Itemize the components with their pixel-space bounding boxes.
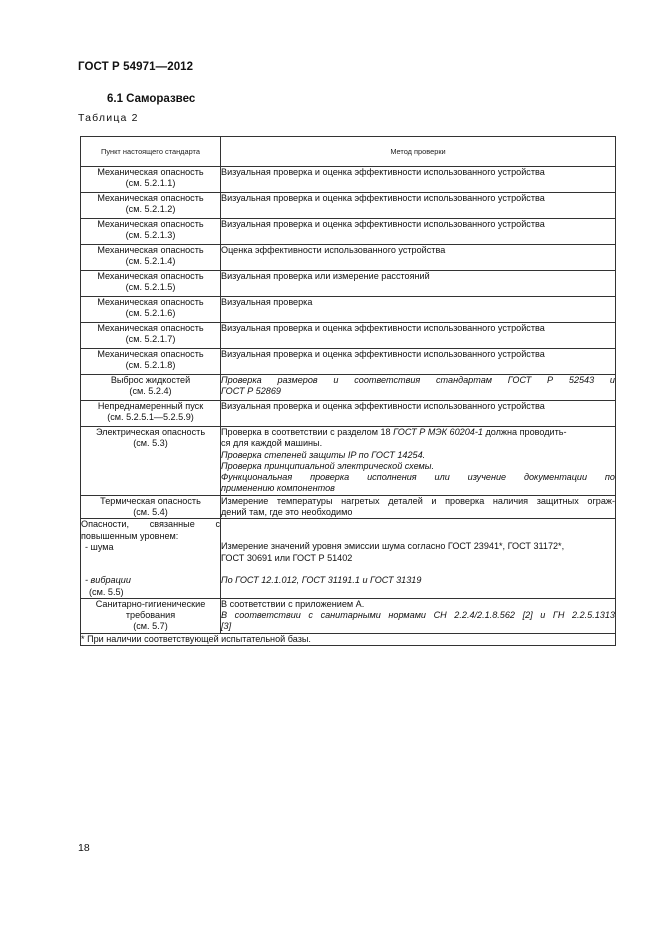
method-line: [3] [221,621,232,632]
clause-cell [81,271,221,297]
spacer [81,553,220,564]
table-row [81,349,616,375]
clause-title: Механическая опасность [97,271,204,281]
clause-title: Выброс жидкостей [110,375,191,385]
table-row-thermal [81,495,616,519]
method-line: дений там, где это необходимо [221,507,353,518]
clause-title: Механическая опасность [97,219,204,229]
method-line [221,427,615,438]
table-row-sanitary [81,598,616,633]
clause-title: требования [125,610,176,621]
method-line: применению компонентов [221,483,335,494]
clause-ref: (см. 5.2.1.3) [125,230,176,241]
clause-ref: (см. 5.2.5.1—5.2.5.9) [107,412,194,423]
method-line: В соответствии с санитарными нормами СН 2.2.4/2.1.8.562 [2] и ГН 2.2.5.1313 [221,610,615,621]
method-line: Проверка размеров и соответствия стандартам ГОСТ Р 52543 и [221,375,615,385]
clause-cell [81,323,221,349]
clause-ref: (см. 5.4) [133,507,168,518]
table-caption: Таблица 2 [78,112,139,124]
method-cell: Оценка эффективности использованного устройства [221,245,616,271]
table-row [81,167,616,193]
clause-ref: (см. 5.5) [89,586,124,597]
method-cell: Визуальная проверка и оценка эффективности использованного устройства [221,323,616,349]
clause-ref: (см. 5.2.1.2) [125,204,176,215]
clause-cell [81,495,221,519]
method-line: ГОСТ Р 52869 [221,386,281,397]
table-header-row [81,137,616,167]
clause-title: повышенным уровнем: [81,530,179,541]
table-row-liquid [81,375,616,401]
clause-ref: (см. 5.2.1.5) [125,282,176,293]
clause-title: Механическая опасность [97,323,204,333]
spacer [221,530,615,541]
clause-title: Механическая опасность [97,193,204,203]
clause-cell [81,519,221,598]
method-cell [221,375,616,401]
column-header-clause: Пункт настоящего стандарта [81,137,221,167]
method-line: ся для каждой машины. [221,438,323,449]
clause-cell [81,401,221,427]
clause-title: Санитарно-гигиенические [95,598,206,609]
column-header-method: Метод проверки [221,137,616,167]
clause-cell [81,349,221,375]
verification-table [80,136,616,646]
clause-cell [81,375,221,401]
table-row-unintended-start [81,401,616,427]
table-row-elevated-levels [81,519,616,598]
clause-title: Электрическая опасность [95,427,206,437]
method-cell: Визуальная проверка и оценка эффективности использованного устройства [221,193,616,219]
clause-cell [81,297,221,323]
method-text: Проверка в соответствии с разделом 18 [221,427,394,437]
clause-title: Механическая опасность [97,349,204,359]
page-number: 18 [78,842,90,854]
document-header: ГОСТ Р 54971—2012 [78,61,194,73]
method-cell [221,427,616,496]
method-line: Измерение температуры нагретых деталей и проверка наличия защитных ограж- [221,495,615,506]
method-cell: Визуальная проверка и оценка эффективности использованного устройства [221,349,616,375]
method-cell: Визуальная проверка [221,297,616,323]
clause-title: Механическая опасность [97,297,204,307]
spacer [81,564,220,575]
method-cell: Визуальная проверка и оценка эффективности использованного устройства [221,401,616,427]
method-line: Функциональная проверка исполнения или изучение документации по [221,472,615,483]
clause-ref: (см. 5.2.1.7) [125,334,176,345]
clause-ref: (см. 5.2.1.1) [125,178,176,189]
clause-noise: - шума [85,541,114,552]
clause-ref: (см. 5.2.1.6) [125,308,176,319]
method-line: В соответствии с приложением А. [221,598,365,609]
clause-ref: (см. 5.2.4) [129,386,172,397]
table-row-electrical [81,427,616,496]
clause-cell [81,427,221,496]
spacer [221,564,615,575]
table-row [81,245,616,271]
clause-title: Термическая опасность [100,495,201,506]
table-row [81,219,616,245]
method-cell [221,519,616,598]
method-line: Измерение значений уровня эмиссии шума согласно ГОСТ 23941*, ГОСТ 31172*, [221,541,565,552]
clause-title: Непреднамеренный пуск [97,401,204,411]
clause-cell [81,219,221,245]
clause-ref: (см. 5.2.1.8) [125,360,176,371]
clause-cell [81,598,221,633]
method-line: Проверка степеней защиты IP по ГОСТ 14254. [221,449,426,460]
clause-title: Опасности, связанные с [81,519,220,530]
clause-vibration: - вибрации [85,575,131,586]
table-row [81,271,616,297]
method-standard-ref: ГОСТ Р МЭК 60204-1 [393,427,483,437]
method-cell: Визуальная проверка или измерение расстояний [221,271,616,297]
clause-title: Механическая опасность [97,245,204,255]
clause-cell [81,245,221,271]
spacer [221,519,615,530]
table-footnote: * При наличии соответствующей испытательной базы. [81,633,616,645]
table-row [81,323,616,349]
table-footnote-row [81,633,616,645]
method-line: По ГОСТ 12.1.012, ГОСТ 31191.1 и ГОСТ 31319 [221,574,422,585]
method-line: Проверка принципиальной электрической схемы. [221,460,434,471]
method-cell: Визуальная проверка и оценка эффективности использованного устройства [221,219,616,245]
method-cell [221,598,616,633]
method-cell [221,495,616,519]
clause-title: Механическая опасность [97,167,204,177]
method-cell: Визуальная проверка и оценка эффективности использованного устройства [221,167,616,193]
table-row [81,297,616,323]
clause-ref: (см. 5.7) [133,621,168,632]
method-line: ГОСТ 30691 или ГОСТ Р 51402 [221,552,353,563]
clause-ref: (см. 5.2.1.4) [125,256,176,267]
method-text: должна проводить- [482,427,567,437]
table-row [81,193,616,219]
clause-ref: (см. 5.3) [133,438,168,449]
clause-cell [81,193,221,219]
section-title: 6.1 Саморазвес [107,93,196,105]
clause-cell [81,167,221,193]
